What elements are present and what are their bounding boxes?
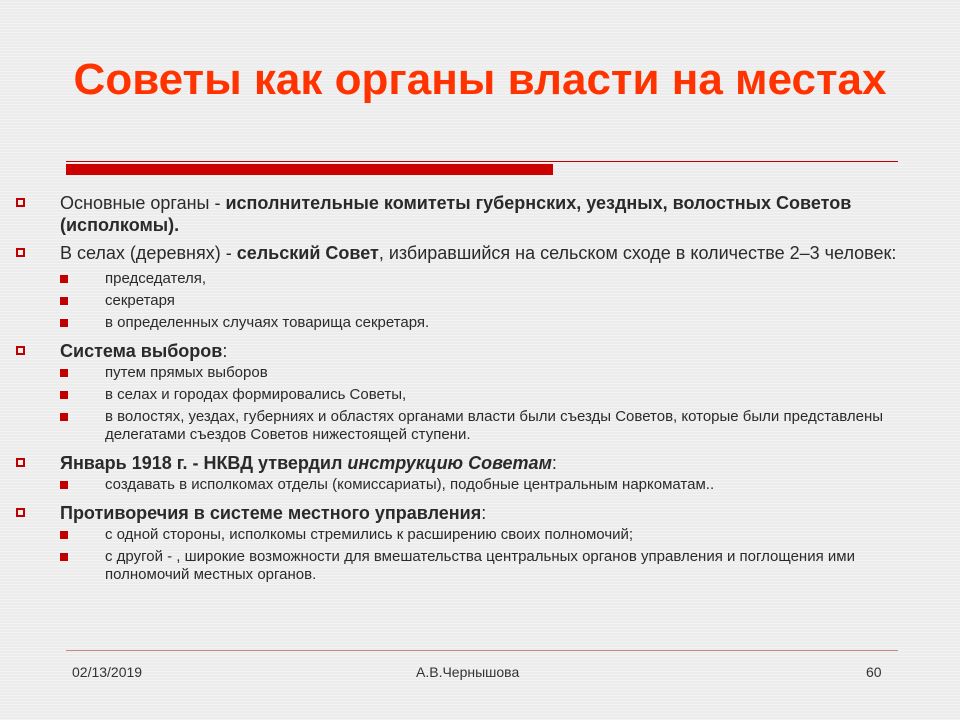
- footer-author: А.В.Чернышова: [416, 664, 520, 680]
- footer-date: 02/13/2019: [72, 664, 143, 680]
- sub-bullet-item: [0, 476, 960, 494]
- bullet-text: :: [551, 453, 557, 473]
- hollow-square-bullet-icon: [16, 508, 25, 517]
- sub-bullet-text: создавать в исполкомах отделы (комиссариаты), подобные центральным наркоматам..: [105, 476, 715, 493]
- slide-title: Советы как органы власти на местах: [73, 55, 887, 104]
- filled-square-bullet-icon: [60, 369, 68, 377]
- bullet-list: [0, 192, 960, 588]
- bullet-bold-text: Противоречия в системе местного управления: [60, 503, 482, 523]
- sub-bullet-text: с другой - , широкие возможности для вмешательства центральных органов управления и поглощения ими полномочий местных органов.: [105, 548, 855, 583]
- sub-bullet-item: [0, 526, 960, 544]
- sub-bullet-item: [0, 292, 960, 310]
- footer-page-number: 60: [866, 664, 882, 680]
- bullet-item-main-organs: [0, 192, 960, 236]
- sub-bullet-text: председателя,: [105, 270, 207, 287]
- hollow-square-bullet-icon: [16, 198, 25, 207]
- sub-bullet-item: [0, 314, 960, 332]
- footer-rule: [66, 650, 898, 651]
- sub-bullet-text: секретаря: [105, 292, 175, 309]
- bullet-text: В селах (деревнях) -: [60, 243, 237, 263]
- sub-bullet-text: с одной стороны, исполкомы стремились к расширению своих полномочий;: [105, 526, 634, 543]
- filled-square-bullet-icon: [60, 553, 68, 561]
- filled-square-bullet-icon: [60, 297, 68, 305]
- bullet-item-january-1918: [0, 452, 960, 474]
- bullet-text: Основные органы -: [60, 193, 226, 213]
- bullet-bold-text: Январь 1918 г. - НКВД утвердил: [60, 453, 348, 473]
- sub-bullet-text: в определенных случаях товарища секретаря.: [105, 314, 430, 331]
- title-rule-thick: [66, 164, 553, 175]
- sub-bullet-text: путем прямых выборов: [105, 364, 268, 381]
- hollow-square-bullet-icon: [16, 346, 25, 355]
- bullet-text: :: [481, 503, 487, 523]
- bullet-item-contradictions: [0, 502, 960, 524]
- hollow-square-bullet-icon: [16, 458, 25, 467]
- bullet-bold-text: Система выборов: [60, 341, 223, 361]
- bullet-text: , избиравшийся на сельском сходе в количестве 2–3 человек:: [378, 243, 897, 263]
- sub-bullet-item: [0, 408, 960, 444]
- sub-bullet-item: [0, 364, 960, 382]
- sub-bullet-item: [0, 386, 960, 404]
- filled-square-bullet-icon: [60, 481, 68, 489]
- bullet-item-village-council: [0, 242, 960, 264]
- filled-square-bullet-icon: [60, 275, 68, 283]
- filled-square-bullet-icon: [60, 319, 68, 327]
- bullet-item-election-system: [0, 340, 960, 362]
- filled-square-bullet-icon: [60, 413, 68, 421]
- filled-square-bullet-icon: [60, 391, 68, 399]
- sub-bullet-text: в селах и городах формировались Советы,: [105, 386, 407, 403]
- hollow-square-bullet-icon: [16, 248, 25, 257]
- filled-square-bullet-icon: [60, 531, 68, 539]
- bullet-bold-italic-text: инструкцию Советам: [347, 453, 552, 473]
- sub-bullet-item: [0, 548, 960, 584]
- bullet-bold-text: сельский Совет: [236, 243, 379, 263]
- bullet-bold-text: исполнительные комитеты губернских, уездных, волостных Советов (исполкомы).: [60, 193, 852, 235]
- title-rule-thin: [66, 161, 898, 162]
- sub-bullet-item: [0, 270, 960, 288]
- sub-bullet-text: в волостях, уездах, губерниях и областях органами власти были съезды Советов, которые были представлены делегатами съездов Советов нижестоящей ступени.: [105, 408, 884, 443]
- bullet-text: :: [222, 341, 228, 361]
